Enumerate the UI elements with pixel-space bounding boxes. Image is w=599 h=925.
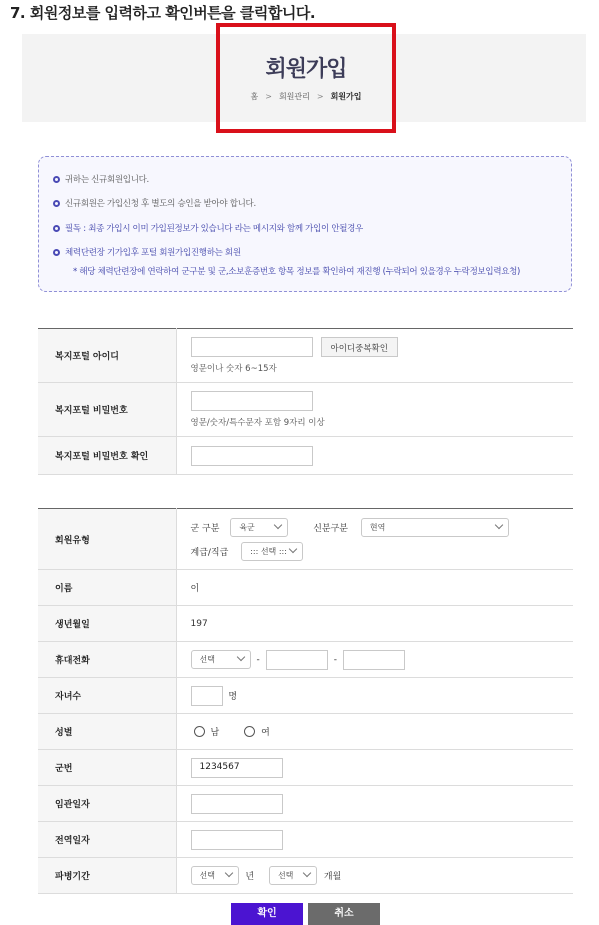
notice-item: 필독 : 최종 가입시 이미 가입된정보가 있습니다 라는 메시지와 함께 가입이 안될경우	[53, 222, 363, 234]
children-label: 자녀수	[38, 678, 176, 714]
gender-female-option[interactable]: 여	[244, 727, 270, 737]
form-row-phone: 휴대전화 선택 - -	[38, 642, 573, 678]
chevron-down-icon	[495, 520, 503, 528]
notice-item: 체력단련장 기가입후 포털 회원가입진행하는 회원	[53, 246, 241, 258]
account-form	[38, 328, 573, 475]
member-form	[38, 508, 573, 894]
service-number-input[interactable]: 1234567	[191, 758, 283, 778]
form-row-children	[38, 678, 573, 714]
notice-box	[38, 156, 572, 292]
confirm-button[interactable]: 확인	[231, 903, 303, 925]
gender-male-option[interactable]: 남	[191, 727, 220, 737]
chevron-down-icon	[289, 544, 297, 552]
dispatch-year-select[interactable]: 선택	[191, 866, 239, 885]
member-type-label: 회원유형	[38, 509, 176, 570]
bullet-icon	[53, 200, 60, 207]
form-row-birth	[38, 606, 573, 642]
chevron-down-icon	[274, 520, 282, 528]
military-branch-select[interactable]: 육군	[230, 518, 288, 537]
password-hint: 영문/숫자/특수문자 포함 9자리 이상	[190, 418, 325, 428]
form-row-password	[38, 383, 573, 437]
breadcrumb-separator: >	[316, 92, 324, 101]
commission-date-label: 임관일자	[38, 786, 176, 822]
dispatch-year-unit: 년	[245, 872, 255, 882]
form-row-name	[38, 570, 573, 606]
breadcrumb-member-management[interactable]: 회원관리	[278, 92, 310, 101]
id-check-button[interactable]: 아이디중복확인	[321, 337, 398, 357]
name-label: 이름	[38, 570, 176, 606]
phone-label: 휴대전화	[38, 642, 176, 678]
password-label: 복지포털 비밀번호	[38, 383, 176, 437]
bullet-icon	[53, 225, 60, 232]
form-row-id	[38, 329, 573, 383]
form-row-member-type	[38, 509, 573, 570]
notice-item: 신규회원은 가입신청 후 별도의 승인을 받아야 합니다.	[53, 197, 256, 209]
breadcrumb-current: 회원가입	[330, 92, 362, 101]
chevron-down-icon	[224, 869, 232, 877]
form-row-service-number	[38, 750, 573, 786]
radio-icon[interactable]	[244, 726, 255, 737]
dispatch-period-label: 파병기간	[38, 858, 176, 894]
birth-value: 197	[176, 606, 573, 642]
form-row-discharge-date	[38, 822, 573, 858]
page-title: 회원가입	[265, 57, 347, 82]
notice-subnote: * 해당 체력단련장에 연락하여 군구분 및 군,소보훈증번호 항목 정보를 확인하여 재진행 (누락되어 있을경우 누락정보입력요청)	[73, 267, 521, 277]
form-row-commission-date	[38, 786, 573, 822]
birth-label: 생년월일	[38, 606, 176, 642]
status-label: 신분구분	[313, 523, 348, 534]
form-row-gender	[38, 714, 573, 750]
highlight-annotation-box	[216, 23, 396, 133]
password-confirm-label: 복지포털 비밀번호 확인	[38, 437, 176, 475]
rank-select[interactable]: ::: 선택 :::	[241, 542, 303, 561]
gender-label: 성별	[38, 714, 176, 750]
discharge-date-label: 전역일자	[38, 822, 176, 858]
chevron-down-icon	[236, 653, 244, 661]
radio-icon[interactable]	[194, 726, 205, 737]
notice-item: 귀하는 신규회원입니다.	[53, 173, 149, 185]
phone-prefix-select[interactable]: 선택	[191, 650, 251, 669]
military-branch-label: 군 구분	[190, 523, 220, 534]
phone-middle-input[interactable]	[266, 650, 328, 670]
id-label: 복지포털 아이디	[38, 329, 176, 383]
cancel-button[interactable]: 취소	[308, 903, 380, 925]
children-unit: 명	[228, 692, 238, 702]
password-input[interactable]	[191, 391, 313, 411]
rank-label: 계급/직급	[190, 547, 229, 558]
form-row-password-confirm	[38, 437, 573, 475]
children-input[interactable]	[191, 686, 223, 706]
bullet-icon	[53, 249, 60, 256]
form-row-dispatch-period	[38, 858, 573, 894]
phone-last-input[interactable]	[343, 650, 405, 670]
service-number-label: 군번	[38, 750, 176, 786]
id-hint: 영문이나 숫자 6~15자	[190, 364, 277, 374]
breadcrumb-home[interactable]: 홈	[250, 92, 259, 101]
dispatch-month-unit: 개월	[323, 872, 342, 882]
bullet-icon	[53, 176, 60, 183]
name-value: 이	[176, 570, 573, 606]
breadcrumb-separator: >	[265, 92, 272, 101]
discharge-date-input[interactable]	[191, 830, 283, 850]
dispatch-month-select[interactable]: 선택	[269, 866, 317, 885]
status-select[interactable]: 현역	[361, 518, 509, 537]
chevron-down-icon	[303, 869, 311, 877]
id-input[interactable]	[191, 337, 313, 357]
password-confirm-input[interactable]	[191, 446, 313, 466]
commission-date-input[interactable]	[191, 794, 283, 814]
step-title: 7. 회원정보를 입력하고 확인버튼을 클릭합니다.	[10, 4, 316, 22]
